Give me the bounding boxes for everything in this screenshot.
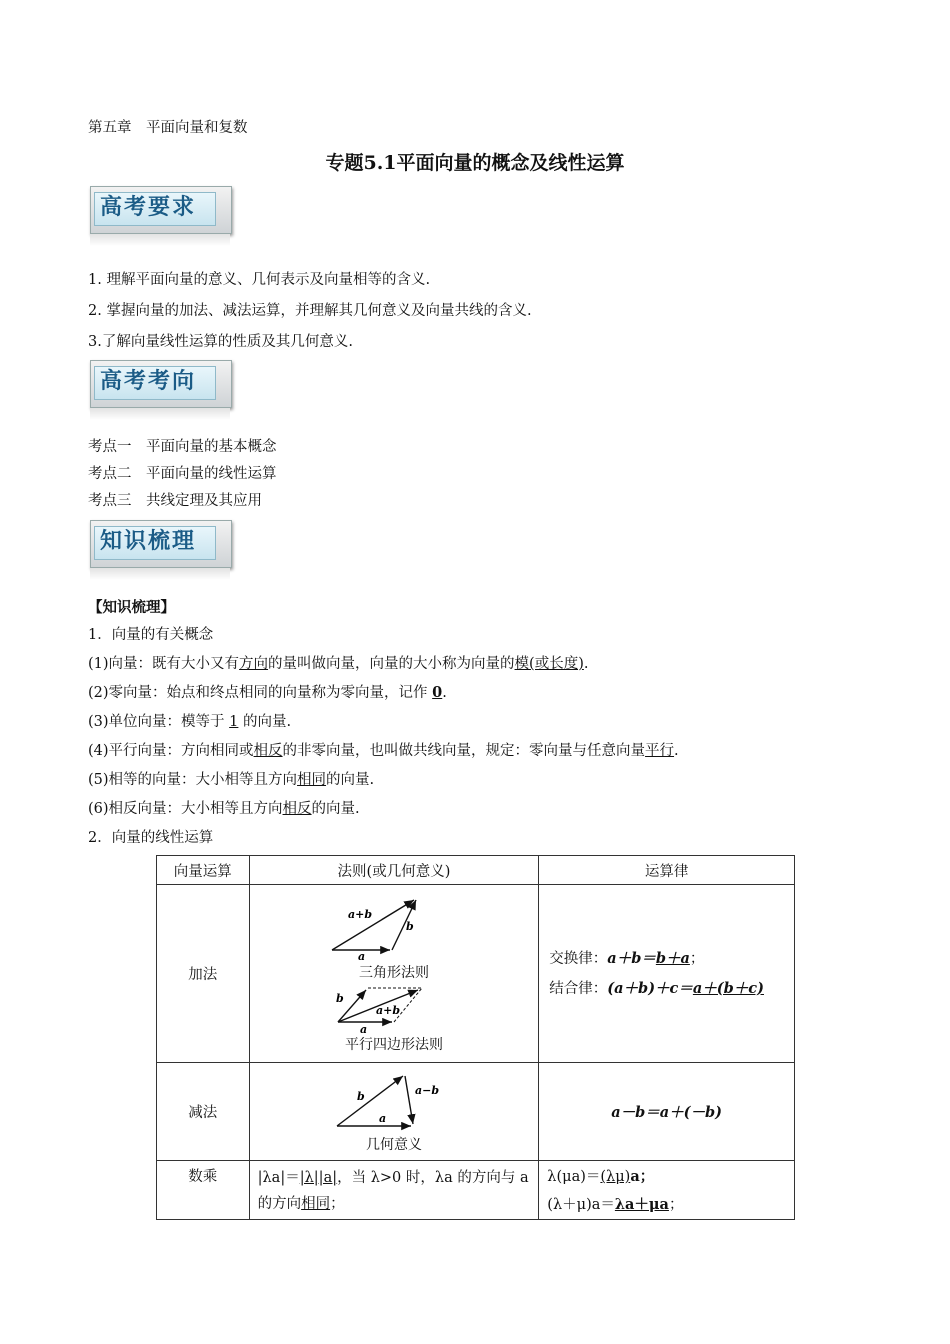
op-addition: 加法 <box>157 885 250 1063</box>
knowledge-heading: 【知识梳理】 <box>88 599 175 616</box>
header-operation: 向量运算 <box>157 856 250 885</box>
header-rule: 法则(或几何意义) <box>249 856 539 885</box>
label-a: a <box>357 949 366 962</box>
parallelogram-rule-caption: 平行四边形法则 <box>344 1036 443 1053</box>
concept-unit-vector: (3)单位向量：模等于 1 的向量. <box>88 714 292 730</box>
banner-directions-text: 高考考向 <box>100 369 197 394</box>
scalar-laws <box>539 1161 795 1220</box>
associative-law: 结合律：(a＋b)＋c＝a＋(b＋c) <box>549 979 764 997</box>
vector-a-plus-b <box>332 900 414 950</box>
label-b: b <box>405 919 414 933</box>
label-a: a <box>378 1111 387 1125</box>
label-b: b <box>335 991 344 1005</box>
subtraction-caption: 几何意义 <box>365 1136 422 1153</box>
scalar-distributive-law: (λ＋μ)a＝λa＋μa； <box>547 1196 684 1213</box>
requirement-1: 1. 理解平面向量的意义、几何表示及向量相等的含义. <box>88 272 431 288</box>
requirement-2: 2. 掌握向量的加法、减法运算，并理解其几何意义及向量共线的含义. <box>88 303 532 319</box>
addition-figures <box>249 885 539 1063</box>
triangle-rule-caption: 三角形法则 <box>358 964 429 981</box>
chapter-label: 第五章 平面向量和复数 <box>88 120 248 136</box>
concept-parallel-vector: (4)平行向量：方向相同或相反的非零向量，也叫做共线向量，规定：零向量与任意向量平行. <box>88 743 679 759</box>
scalar-rule: |λa|＝|λ||a|，当 λ>0 时，λa 的方向与 a 的方向相同； <box>249 1161 539 1220</box>
page-title: 专题5.1平面向量的概念及线性运算 <box>325 152 625 174</box>
exam-point-2: 考点二 平面向量的线性运算 <box>88 466 277 482</box>
section-2-title: 2．向量的线性运算 <box>88 830 214 846</box>
banner-directions <box>86 360 230 418</box>
banner-requirements <box>86 186 230 244</box>
op-subtraction: 减法 <box>157 1063 250 1161</box>
concept-opposite-vector: (6)相反向量：大小相等且方向相反的向量. <box>88 801 360 817</box>
requirement-3: 3.了解向量线性运算的性质及其几何意义. <box>88 334 353 350</box>
subtraction-law: a－b＝a＋(－b) <box>539 1063 795 1161</box>
label-a-plus-b: a+b <box>375 1003 400 1017</box>
op-scalar-multiplication: 数乘 <box>157 1161 250 1220</box>
label-a-minus-b: a−b <box>414 1083 439 1097</box>
label-b: b <box>356 1089 365 1103</box>
subtraction-geometry-figure <box>329 1070 459 1134</box>
header-law: 运算律 <box>539 856 795 885</box>
banner-knowledge-text: 知识梳理 <box>100 529 197 554</box>
label-a-plus-b: a+b <box>347 907 372 921</box>
concept-zero-vector: (2)零向量：始点和终点相同的向量称为零向量，记作 0. <box>88 684 447 701</box>
linear-operations-table <box>156 855 795 1220</box>
exam-point-3: 考点三 共线定理及其应用 <box>88 493 262 509</box>
scalar-associative-law: λ(μa)＝(λμ)a； <box>547 1168 655 1185</box>
vector-b <box>337 1076 403 1126</box>
triangle-rule-figure <box>324 892 464 962</box>
parallelogram-rule-figure <box>324 982 464 1034</box>
commutative-law: 交换律：a＋b＝b＋a； <box>549 949 705 967</box>
section-1-title: 1．向量的有关概念 <box>88 627 214 643</box>
banner-knowledge <box>86 520 230 578</box>
banner-requirements-text: 高考要求 <box>100 195 197 220</box>
addition-laws <box>539 885 795 1063</box>
vector-a-minus-b <box>405 1076 413 1124</box>
concept-equal-vector: (5)相等的向量：大小相等且方向相同的向量. <box>88 772 375 788</box>
concept-vector: (1)向量：既有大小又有方向的量叫做向量，向量的大小称为向量的模(或长度). <box>88 656 589 672</box>
exam-point-1: 考点一 平面向量的基本概念 <box>88 439 277 455</box>
subtraction-figure <box>249 1063 539 1161</box>
label-a: a <box>359 1022 368 1034</box>
